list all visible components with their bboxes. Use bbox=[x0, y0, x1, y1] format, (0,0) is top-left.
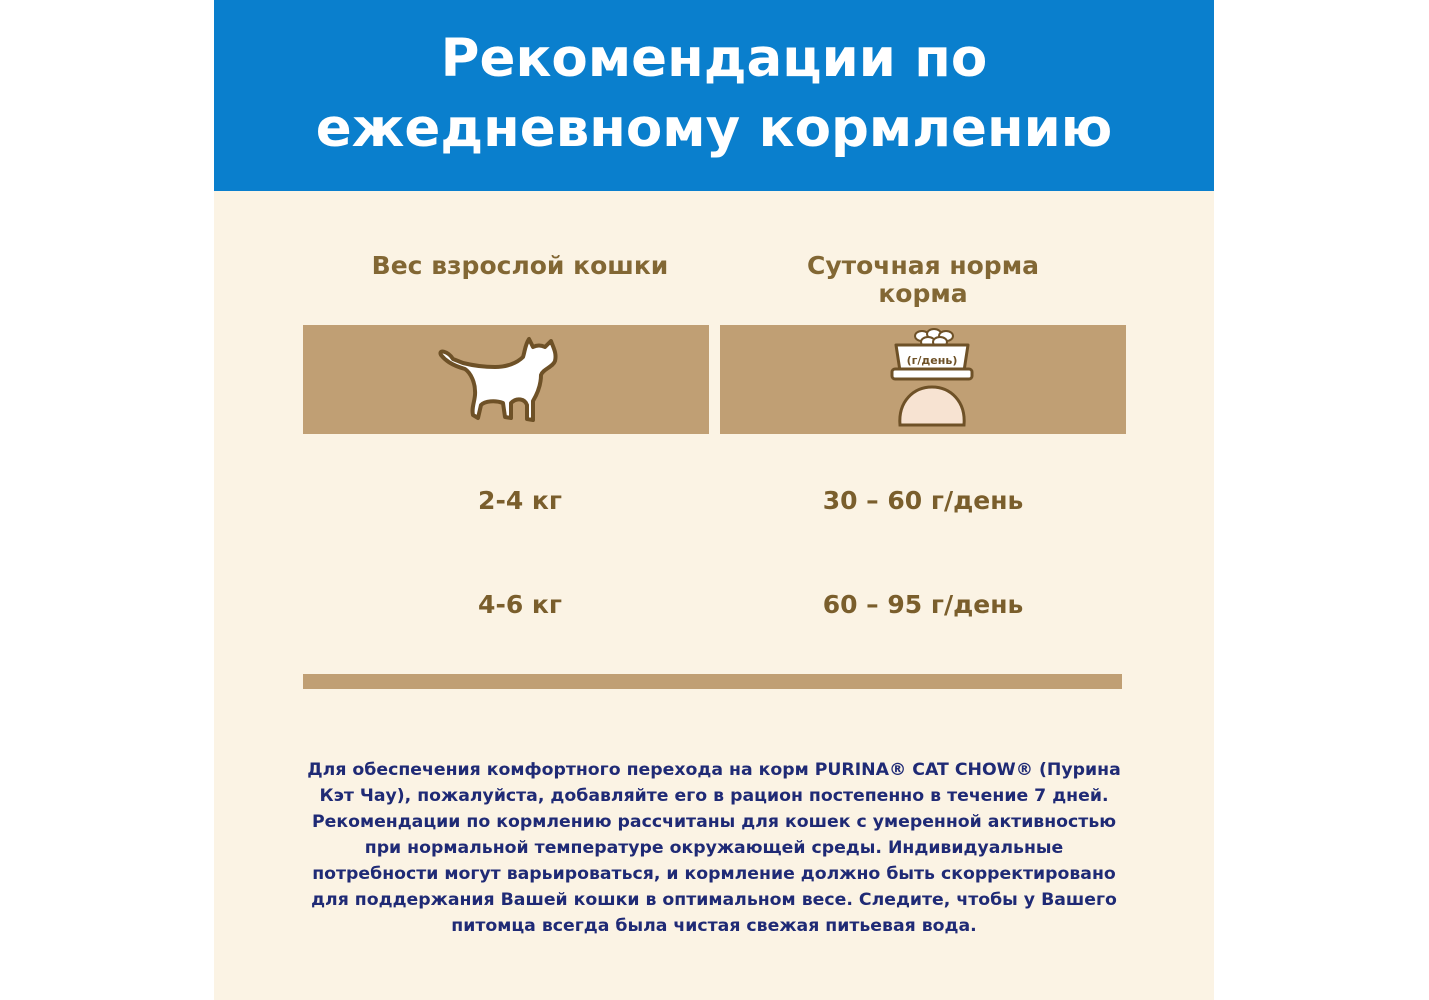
ration-column-header bbox=[720, 252, 1126, 308]
note-line-6: для поддержания Вашей кошки в оптимальном весе. Следите, чтобы у Вашего bbox=[311, 890, 1117, 910]
note-line-3: Рекомендации по кормлению рассчитаны для кошек с умеренной активностью bbox=[311, 812, 1117, 832]
weight-header-line-1: Вес взрослой кошки bbox=[371, 251, 669, 280]
weight-column-header bbox=[317, 252, 723, 280]
page-title-line-1: Рекомендации по bbox=[440, 28, 988, 89]
page-title-line-2: ежедневному кормлению bbox=[315, 98, 1113, 159]
note-line-2: Кэт Чау), пожалуйста, добавляйте его в рацион постепенно в течение 7 дней. bbox=[319, 786, 1109, 806]
note-line-5: потребности могут варьироваться, и кормление должно быть скорректировано bbox=[312, 864, 1116, 884]
row-1-weight: 2-4 кг bbox=[478, 486, 562, 515]
page-title bbox=[214, 24, 1214, 164]
note-line-7: питомца всегда была чистая свежая питьевая вода. bbox=[451, 916, 977, 936]
ration-header-line-1: Суточная норма bbox=[806, 251, 1040, 280]
row-2-ration: 60 – 95 г/день bbox=[822, 590, 1024, 619]
note-line-1: Для обеспечения комфортного перехода на корм PURINA® CAT CHOW® (Пурина bbox=[307, 760, 1121, 780]
row-2-weight: 4-6 кг bbox=[478, 590, 562, 619]
row-1-ration: 30 – 60 г/день bbox=[822, 486, 1024, 515]
cat-silhouette-icon bbox=[303, 325, 709, 434]
ration-icon-tile bbox=[720, 325, 1126, 434]
feeding-note bbox=[274, 757, 1154, 939]
weight-icon-tile bbox=[303, 325, 709, 434]
ration-header-line-2: корма bbox=[878, 279, 968, 308]
table-divider bbox=[303, 674, 1122, 689]
ration-icon-label: (г/день) bbox=[906, 354, 958, 367]
note-line-4: при нормальной температуре окружающей среды. Индивидуальные bbox=[364, 838, 1064, 858]
title-banner bbox=[214, 0, 1214, 191]
feeding-card bbox=[214, 0, 1214, 1000]
food-bowl-scale-icon bbox=[720, 325, 1126, 434]
